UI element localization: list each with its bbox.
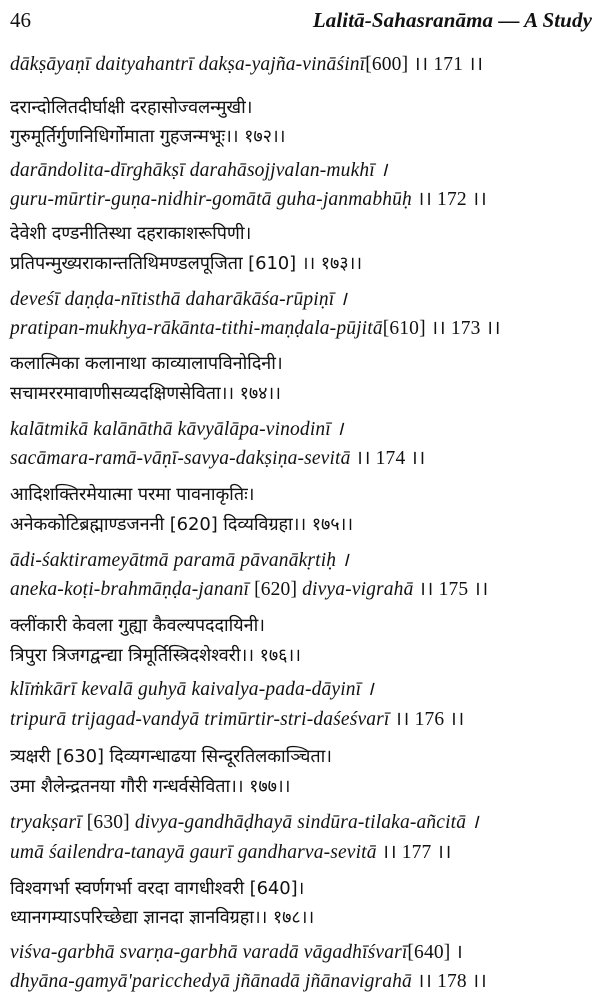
line-text: tripurā trijagad-vandyā trimūrtir-stri-daśeśvarī [10, 709, 390, 730]
line-rest: divya-vigrahā [302, 579, 414, 600]
devanagari-line [10, 481, 254, 509]
transliteration-line [10, 315, 501, 343]
devanagari-line [10, 773, 290, 801]
line-text: गुरुमूर्तिर्गुणनिधिर्गोमाता गुहजन्मभूः।। १७२।। [10, 126, 286, 147]
line-ref: [640] [407, 942, 451, 963]
line-end: । [450, 942, 463, 963]
line-end: ।। 177 ।। [376, 842, 452, 863]
devanagari-line [10, 511, 353, 539]
line-end: ।। 178 ।। [411, 971, 487, 992]
line-text: ध्यानगम्याऽपरिच्छेद्या ज्ञानदा ज्ञानविग्रहा।। १७८।। [10, 907, 315, 928]
devanagari-line [10, 642, 301, 670]
line-ref: [610] [382, 318, 426, 339]
transliteration-line [10, 186, 487, 214]
line-text: कलात्मिका कलानाथा काव्यालापविनोदिनी। [10, 353, 283, 374]
line-text: darāndolita-dīrghākṣī darahāsojjvalan-mukhī । [10, 160, 388, 181]
devanagari-line [10, 94, 252, 122]
line-text: guru-mūrtir-guṇa-nidhir-gomātā guha-janmabhūḥ [10, 189, 412, 210]
line-text: अनेककोटिब्रह्माण्डजननी [620] दिव्यविग्रहा।। १७५।। [10, 514, 353, 535]
transliteration-line [10, 547, 349, 575]
transliteration-line [10, 157, 387, 185]
devanagari-line [10, 743, 332, 771]
devanagari-line [10, 875, 304, 903]
devanagari-line [10, 350, 283, 378]
line-text: क्लींकारी केवला गुह्या कैवल्यपददायिनी। [10, 615, 265, 636]
devanagari-line [10, 123, 285, 151]
transliteration-line [10, 809, 479, 837]
transliteration-line [10, 576, 488, 604]
line-text: kalātmikā kalānāthā kāvyālāpa-vinodinī । [10, 419, 344, 440]
line-ref: [630] [81, 812, 135, 833]
line-text: aneka-koṭi-brahmāṇḍa-jananī [10, 579, 250, 600]
line-text: प्रतिपन्मुख्यराकान्ततिथिमण्डलपूजिता [610] ।। १७३।। [10, 253, 362, 274]
line-text: tryakṣarī [10, 812, 82, 833]
line-end: ।। 176 ।। [389, 709, 465, 730]
transliteration-line [10, 968, 487, 996]
line-text: pratipan-mukhya-rākānta-tithi-maṇḍala-pūjitā [10, 318, 383, 339]
transliteration-line [10, 416, 343, 444]
line-text: सचामररमावाणीसव्यदक्षिणसेविता।। १७४।। [10, 383, 281, 404]
line-text: विश्वगर्भा स्वर्णगर्भा वरदा वागधीश्वरी [640]। [10, 878, 305, 899]
transliteration-line [10, 939, 463, 967]
transliteration-line [10, 676, 374, 704]
line-text: उमा शैलेन्द्रतनया गौरी गन्धर्वसेविता।। १७७।। [10, 776, 291, 797]
line-text: देवेशी दण्डनीतिस्था दहराकाशरूपिणी। [10, 223, 252, 244]
transliteration-line [10, 286, 347, 314]
devanagari-line [10, 612, 265, 640]
line-rest: divya-gandhāḍhayā sindūra-tilaka-añcitā । [134, 812, 479, 833]
line-ref: [620] [249, 579, 303, 600]
line-text: deveśī daṇḍa-nītisthā daharākāśa-rūpiṇī । [10, 289, 347, 310]
line-end: ।। 174 ।। [350, 448, 426, 469]
transliteration-line [10, 839, 452, 867]
line-text: umā śailendra-tanayā gaurī gandharva-sevitā [10, 842, 377, 863]
devanagari-line [10, 380, 281, 408]
line-text: klīṁkārī kevalā guhyā kaivalya-pada-dāyinī । [10, 679, 374, 700]
line-text: sacāmara-ramā-vāṇī-savya-dakṣiṇa-sevitā [10, 448, 351, 469]
line-text: आदिशक्तिरमेयात्मा परमा पावनाकृतिः। [10, 484, 255, 505]
devanagari-line [10, 250, 362, 278]
line-end: ।। 172 ।। [411, 189, 487, 210]
line-text: ādi-śaktirameyātmā paramā pāvanākṛtiḥ । [10, 550, 349, 571]
line-text: dākṣāyaṇī daityahantrī dakṣa-yajña-vināśinī [10, 54, 366, 75]
devanagari-line [10, 904, 314, 932]
transliteration-line [10, 445, 425, 473]
line-end: ।। 175 ।। [413, 579, 489, 600]
line-ref: [600] [365, 54, 409, 75]
line-end: ।। 171 ।। [408, 54, 484, 75]
page-header [10, 6, 592, 36]
line-text: त्रिपुरा त्रिजगद्वन्द्या त्रिमूर्तिस्त्रिदशेश्वरी।। १७६।। [10, 645, 301, 666]
running-title: Lalitā-Sahasranāma — A Study [312, 8, 592, 32]
devanagari-line [10, 220, 251, 248]
line-end: ।। 173 ।। [425, 318, 501, 339]
line-text: त्र्यक्षरी [630] दिव्यगन्धाढया सिन्दूरतिलकाञ्चिता। [10, 746, 332, 767]
transliteration-line [10, 706, 464, 734]
line-text: viśva-garbhā svarṇa-garbhā varadā vāgadhīśvarī [10, 942, 408, 963]
line-text: dhyāna-gamyā'paricchedyā jñānadā jñānavigrahā [10, 971, 412, 992]
transliteration-line [10, 51, 483, 79]
line-text: दरान्दोलितदीर्घाक्षी दरहासोज्वलन्मुखी। [10, 97, 253, 118]
page-number: 46 [10, 8, 31, 32]
